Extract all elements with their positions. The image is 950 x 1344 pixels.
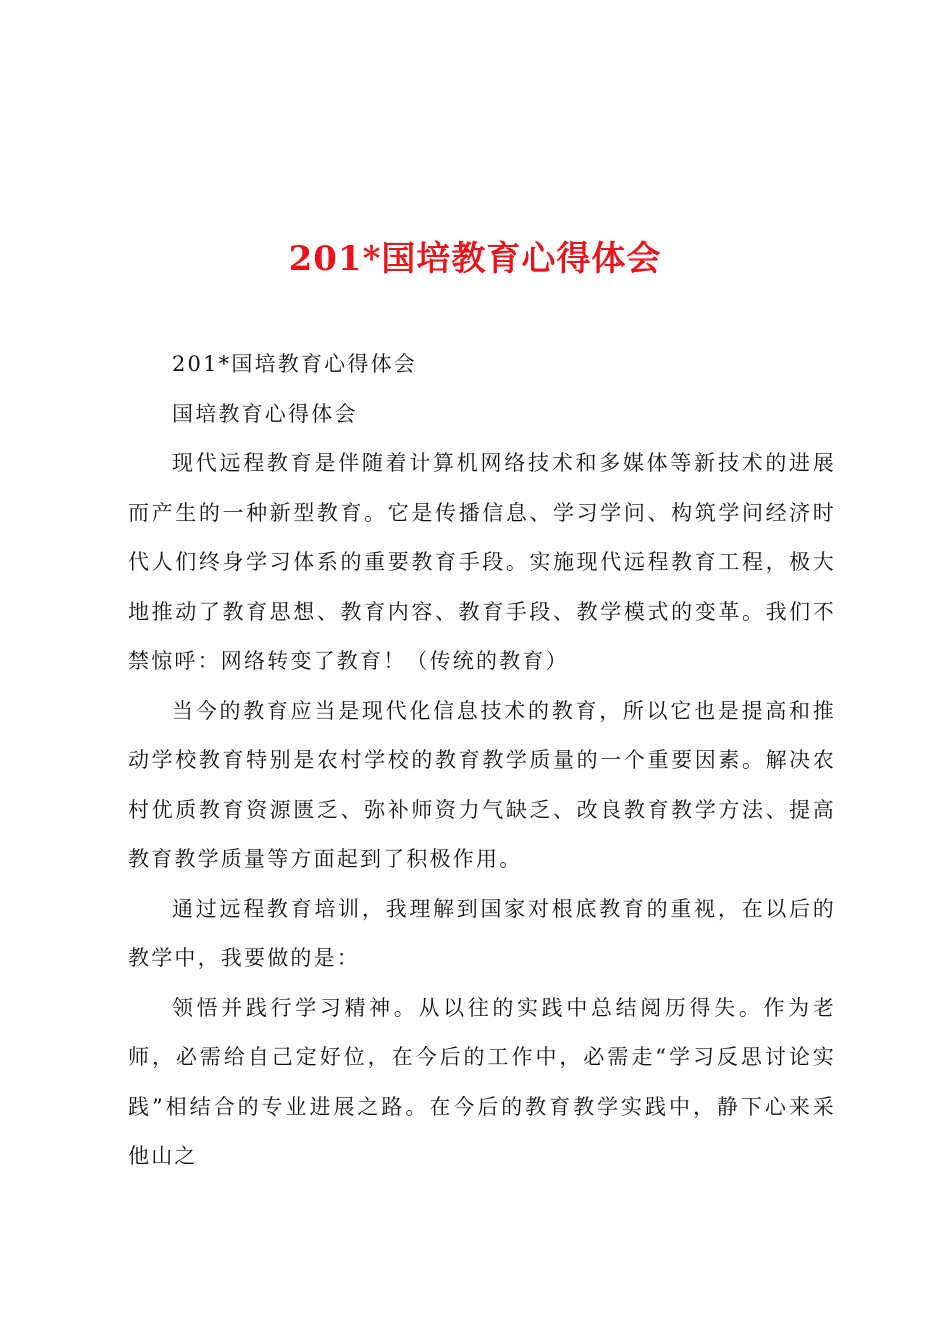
paragraph-heading-repeat: 201*国培教育心得体会	[172, 352, 417, 376]
paragraph-3: 通过远程教育培训，我理解到国家对根底教育的重视，在以后的教学中，我要做的是：	[128, 896, 836, 970]
document-title: 201*国培教育心得体会	[288, 238, 662, 279]
document-body	[128, 340, 836, 1182]
paragraph-2: 当今的教育应当是现代化信息技术的教育，所以它也是提高和推动学校教育特别是农村学校的教育教学质量的一个重要因素。解决农村优质教育资源匮乏、弥补师资力气缺乏、改良教育教学方法、提高教育教学质量等方面起到了积极作用。	[128, 698, 836, 871]
paragraph-1: 现代远程教育是伴随着计算机网络技术和多媒体等新技术的进展而产生的一种新型教育。它是传播信息、学习学问、构筑学问经济时代人们终身学习体系的重要教育手段。实施现代远程教育工程，极大地推动了教育思想、教育内容、教育手段、教学模式的变革。我们不禁惊呼：网络转变了教育！（传统的教育）	[128, 451, 836, 673]
paragraph-subtitle: 国培教育心得体会	[172, 401, 358, 426]
paragraph-4: 领悟并践行学习精神。从以往的实践中总结阅历得失。作为老师，必需给自己定好位，在今后的工作中，必需走“学习反思讨论实践”相结合的专业进展之路。在今后的教育教学实践中，静下心来采他山之	[128, 995, 836, 1168]
